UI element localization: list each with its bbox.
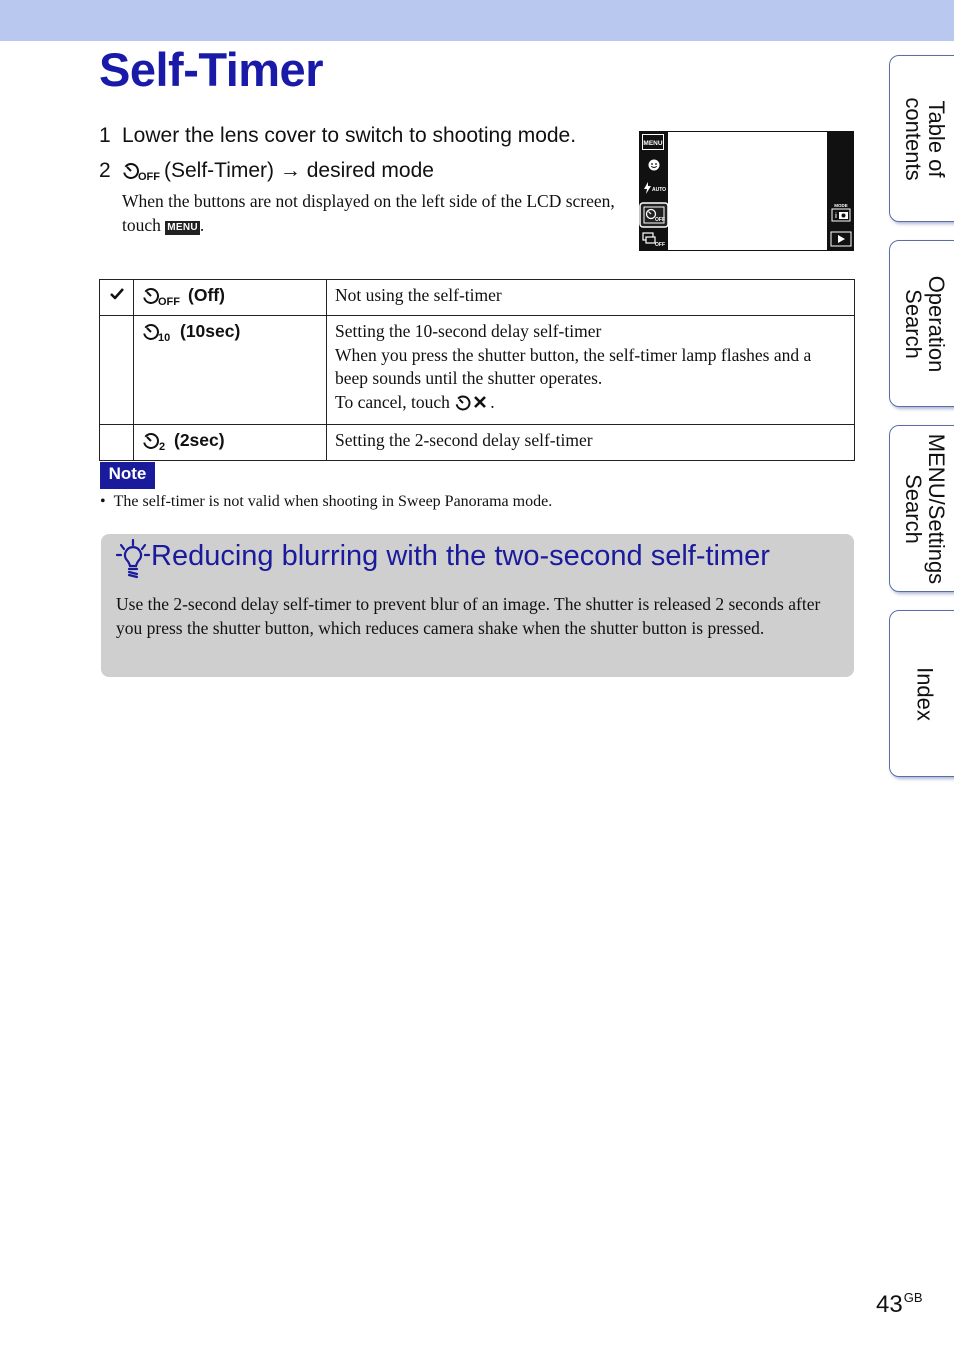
step-note-text: When the buttons are not displayed on the left side of the LCD screen, touch	[122, 191, 615, 235]
tab-index[interactable]	[889, 610, 954, 777]
step-2	[99, 159, 434, 187]
mode-label: (Off)	[188, 285, 225, 305]
check-icon	[108, 285, 126, 308]
tab-table-of-contents[interactable]	[889, 55, 954, 222]
flash-auto-label: AUTO	[652, 187, 667, 193]
tab-menu-settings-search[interactable]	[889, 425, 954, 592]
step-text: (Self-Timer) → desired mode	[164, 159, 434, 182]
lcd-screen-illustration	[639, 131, 854, 251]
self-timer-off-icon	[122, 159, 160, 187]
page-number	[876, 1290, 923, 1319]
table-row	[100, 316, 855, 425]
svg-text:OFF: OFF	[655, 217, 665, 223]
description-line: Setting the 2-second delay self-timer	[335, 430, 593, 450]
step-text: Lower the lens cover to switch to shooting mode.	[122, 124, 577, 147]
tab-label-line: Search	[901, 473, 926, 544]
check-cell	[100, 316, 134, 425]
page-title: Self-Timer	[99, 43, 323, 96]
table-row	[100, 425, 855, 461]
note-item	[100, 493, 552, 511]
lcd-menu-label: MENU	[643, 140, 663, 147]
mode-label: MODE	[834, 203, 848, 208]
self-timer-10-icon	[142, 320, 174, 347]
svg-text:OFF: OFF	[158, 296, 180, 306]
playback-button	[830, 231, 852, 252]
note-badge: Note	[100, 462, 155, 489]
mode-cell	[134, 425, 327, 461]
page-number-suffix: GB	[903, 1290, 923, 1305]
svg-text:10: 10	[158, 332, 171, 342]
description-cell	[327, 316, 855, 425]
mode-label: (2sec)	[174, 430, 225, 450]
lcd-display-area	[668, 132, 827, 250]
flash-auto-icon	[643, 181, 667, 200]
tab-label-line: contents	[901, 96, 926, 181]
lightbulb-icon	[115, 538, 151, 585]
svg-text:2: 2	[159, 441, 166, 451]
tab-label	[902, 97, 948, 180]
tab-label-line: Table of	[924, 99, 949, 178]
check-cell	[100, 425, 134, 461]
note-item-text: The self-timer is not valid when shooting in Sweep Panorama mode.	[113, 493, 553, 510]
tab-label	[902, 275, 948, 372]
default-check-cell	[100, 280, 134, 316]
step-note	[122, 189, 622, 237]
description-cell	[327, 425, 855, 461]
tab-label-line: Search	[901, 288, 926, 359]
menu-button-icon: MENU	[167, 222, 198, 233]
self-timer-lcd-button	[639, 202, 669, 233]
cancel-self-timer-icon	[454, 392, 490, 419]
smile-icon	[647, 158, 661, 177]
top-band	[0, 0, 954, 41]
tab-operation-search[interactable]	[889, 240, 954, 407]
step-number: 2	[99, 159, 111, 182]
mode-cell	[134, 280, 327, 316]
tab-label	[902, 433, 948, 583]
svg-text:OFF: OFF	[655, 242, 665, 247]
tab-label	[914, 667, 937, 721]
description-line: Not using the self-timer	[335, 285, 502, 305]
page-number-value: 43	[876, 1291, 903, 1318]
tab-label-line: Operation	[924, 275, 949, 372]
self-timer-off-icon	[142, 284, 182, 311]
bullet: •	[100, 493, 114, 510]
cancel-end: .	[490, 391, 495, 412]
hint-body: Use the 2-second delay self-timer to prevent blur of an image. The shutter is released 2 seconds after you press the shutter button, which reduces camera shake when the shutter button is pressed.	[116, 594, 821, 638]
mode-label: (10sec)	[180, 321, 241, 341]
step-1	[99, 124, 576, 148]
table-row	[100, 280, 855, 316]
step-number: 1	[99, 124, 111, 147]
self-timer-2-icon	[142, 429, 168, 456]
mode-cell	[134, 316, 327, 425]
description-line: When you press the shutter button, the self-timer lamp flashes and a beep sounds until the shutter operates.	[335, 344, 812, 388]
tab-label-line: Index	[912, 666, 938, 721]
svg-text:i: i	[835, 213, 837, 220]
hint-box	[101, 534, 854, 677]
mode-button	[830, 201, 852, 228]
tab-label-line: MENU/Settings	[924, 433, 949, 584]
self-timer-mode-table	[99, 279, 855, 461]
lcd-menu-button	[642, 134, 664, 155]
description-line: Setting the 10-second delay self-timer	[335, 321, 602, 341]
hint-title: Reducing blurring with the two-second self-timer	[151, 540, 770, 572]
svg-text:OFF: OFF	[138, 171, 160, 181]
step-note-end: .	[199, 215, 205, 235]
smile-shutter-off-icon	[642, 231, 666, 252]
cancel-line	[335, 391, 846, 419]
cancel-text: To cancel, touch	[335, 391, 450, 412]
description-cell	[327, 280, 855, 316]
